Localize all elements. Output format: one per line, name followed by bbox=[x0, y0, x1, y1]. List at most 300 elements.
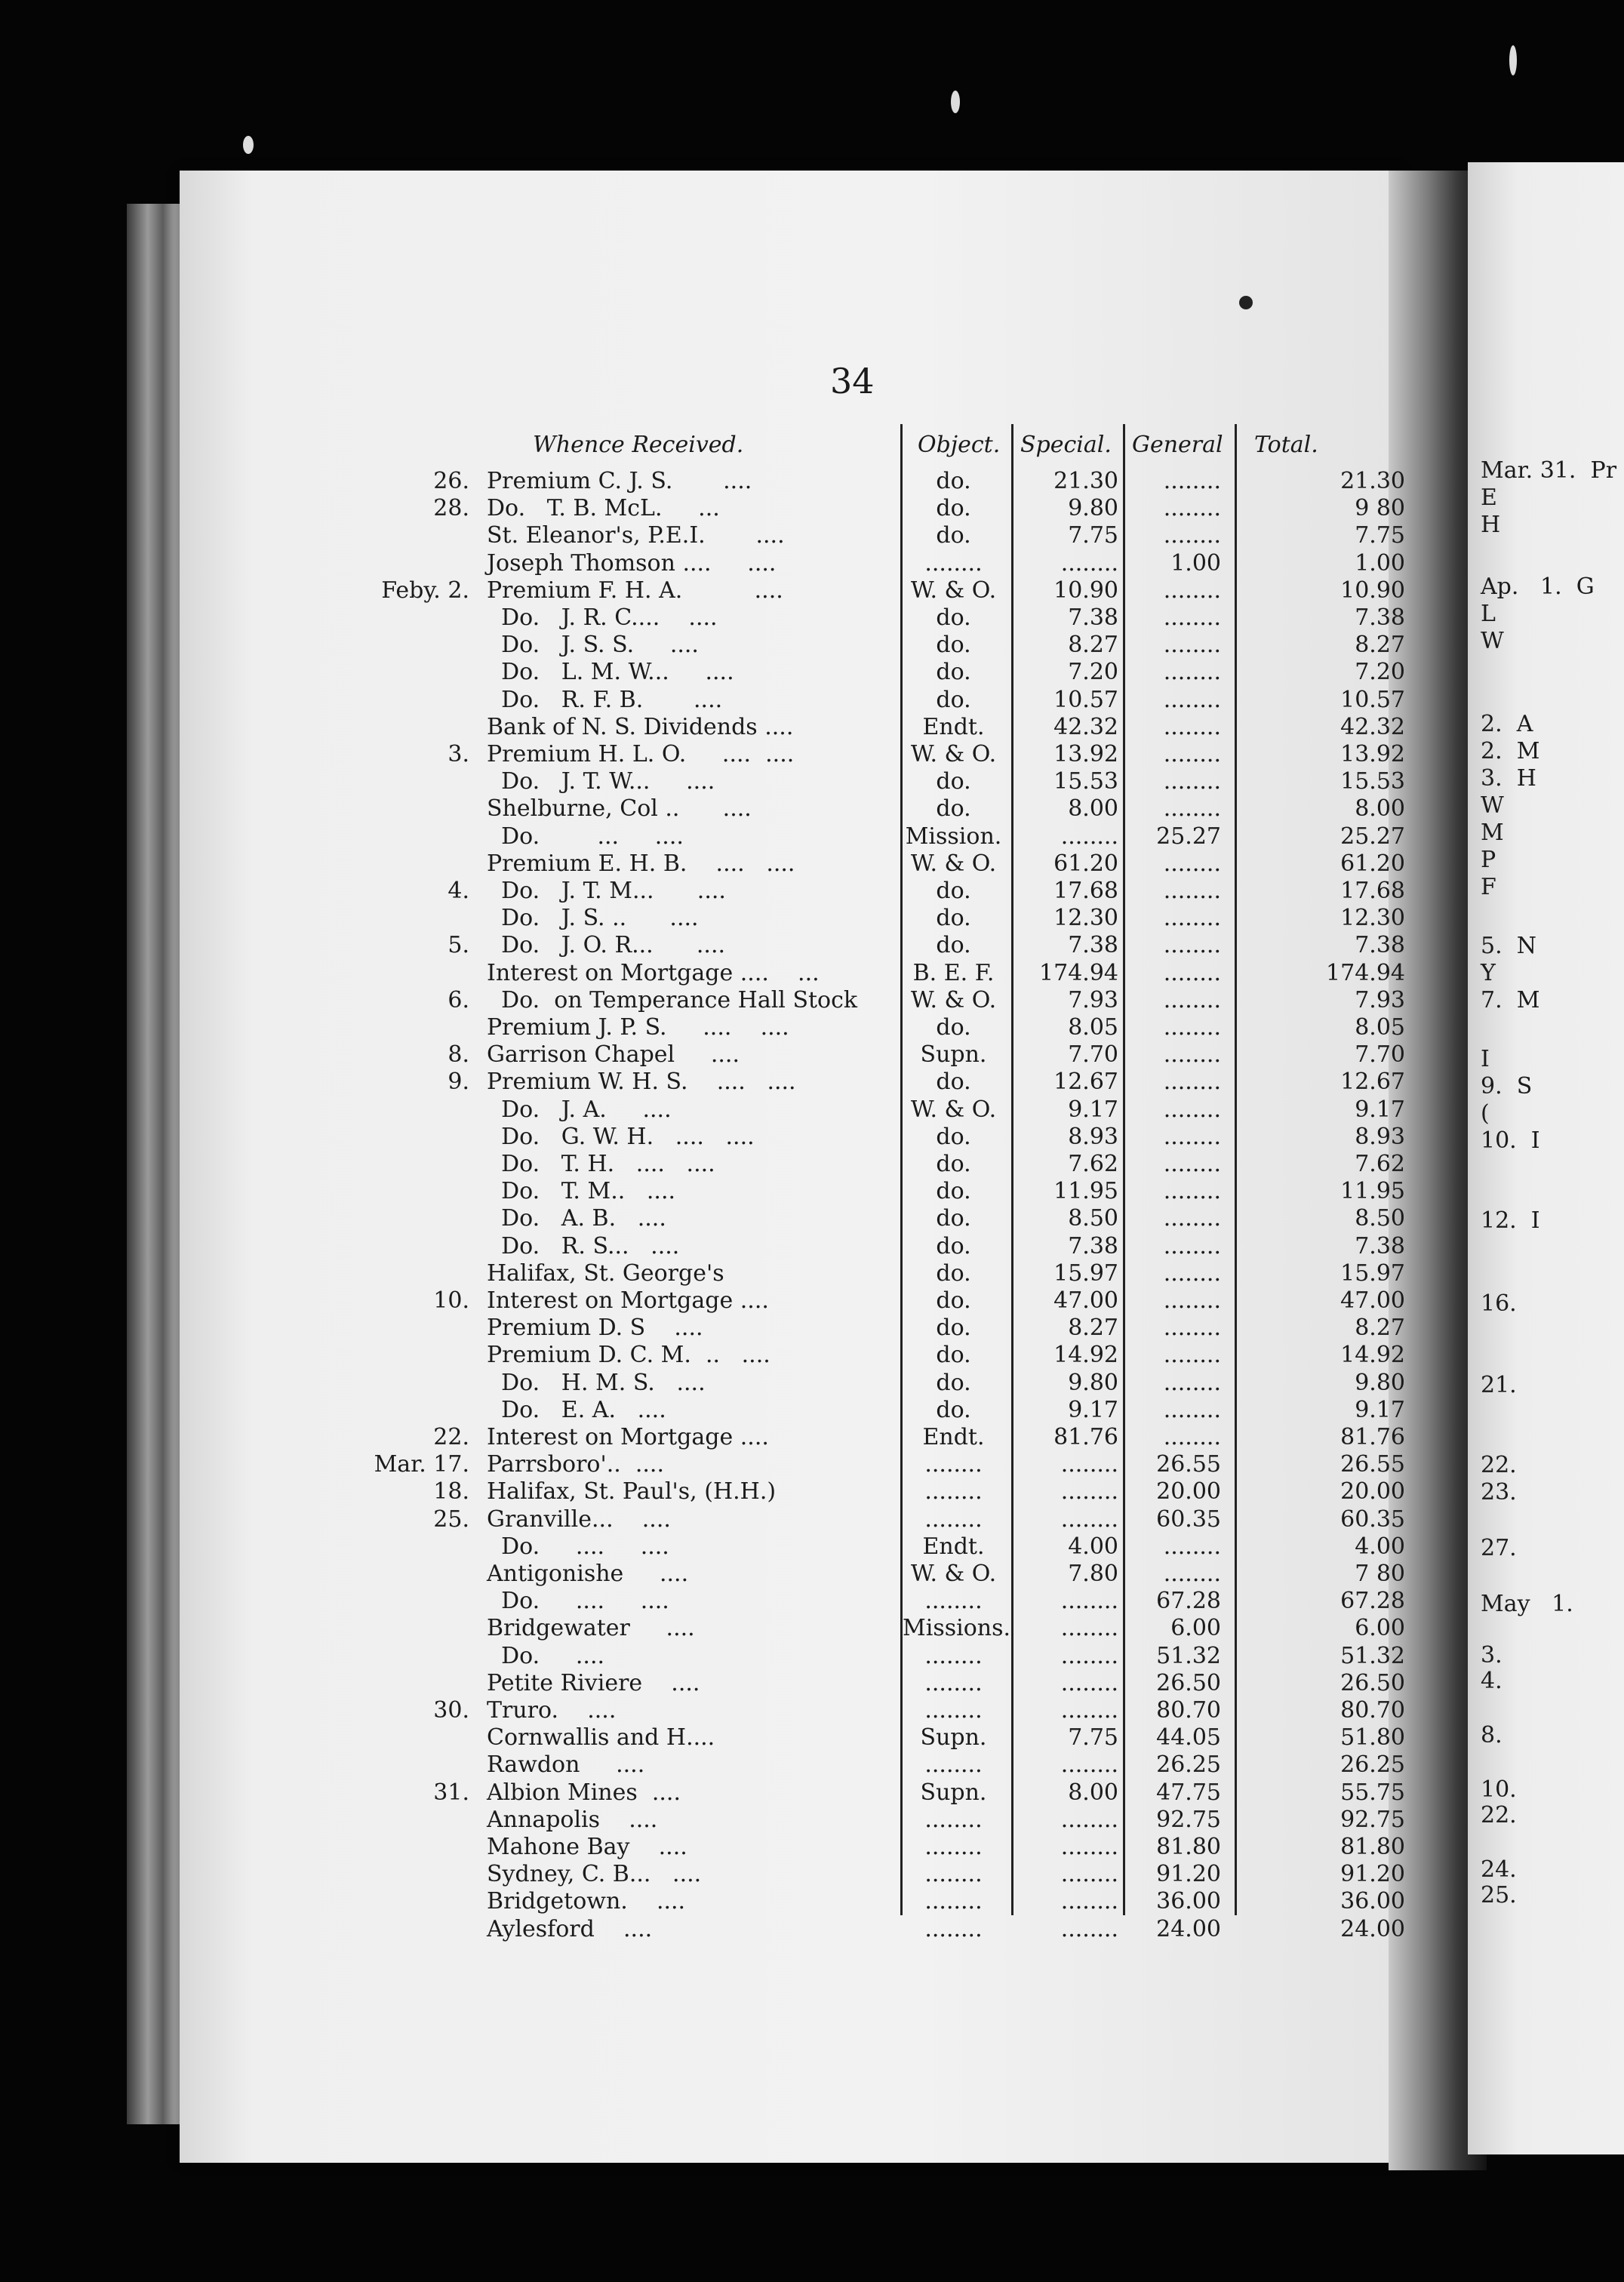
entry-total: 47.00 bbox=[1340, 1287, 1405, 1314]
entry-total: 1.00 bbox=[1355, 549, 1405, 577]
entry-total: 9.17 bbox=[1355, 1096, 1405, 1123]
entry-total: 92.75 bbox=[1340, 1806, 1405, 1833]
entry-object: do. bbox=[936, 768, 971, 795]
facing-page-fragment: 3. bbox=[1481, 1642, 1503, 1668]
table-row bbox=[0, 1533, 1405, 1561]
entry-object: do. bbox=[936, 604, 971, 631]
entry-general: 20.00 bbox=[1156, 1478, 1221, 1505]
entry-general: ........ bbox=[1163, 1259, 1221, 1287]
table-row bbox=[0, 1724, 1405, 1751]
facing-page-fragment: P bbox=[1481, 847, 1496, 873]
entry-object: do. bbox=[936, 1315, 971, 1342]
entry-source: Bank of N. S. Dividends .... bbox=[487, 713, 794, 740]
entry-date: 5. bbox=[448, 932, 469, 959]
entry-special: 7.38 bbox=[1068, 604, 1118, 631]
table-row bbox=[0, 577, 1405, 604]
table-row bbox=[0, 522, 1405, 549]
entry-date: 10. bbox=[433, 1287, 469, 1314]
entry-general: ........ bbox=[1163, 768, 1221, 795]
entry-general: 91.20 bbox=[1156, 1861, 1221, 1888]
entry-general: ........ bbox=[1163, 1315, 1221, 1342]
table-row bbox=[0, 713, 1405, 741]
entry-date: Mar. 17. bbox=[374, 1451, 469, 1478]
entry-general: ........ bbox=[1163, 1069, 1221, 1096]
entry-source: Do. T. H. .... .... bbox=[487, 1151, 715, 1177]
entry-source: Do. T. M.. .... bbox=[487, 1178, 676, 1205]
table-row bbox=[0, 1014, 1405, 1041]
entry-object: Endt. bbox=[922, 1533, 985, 1560]
entry-source: Premium C. J. S. .... bbox=[487, 468, 752, 494]
entry-total: 17.68 bbox=[1340, 878, 1405, 904]
entry-total: 42.32 bbox=[1340, 713, 1405, 740]
entry-special: ........ bbox=[1060, 1642, 1118, 1669]
entry-object: do. bbox=[936, 1123, 971, 1150]
facing-page-fragment: 2. A bbox=[1481, 711, 1533, 737]
table-row bbox=[0, 823, 1405, 850]
entry-special: 8.50 bbox=[1068, 1205, 1118, 1232]
entry-special: ........ bbox=[1060, 1751, 1118, 1779]
entry-special: 7.93 bbox=[1068, 986, 1118, 1013]
entry-special: 8.27 bbox=[1068, 1315, 1118, 1342]
entry-object: do. bbox=[936, 686, 971, 713]
facing-page-fragment: 3. H bbox=[1481, 765, 1536, 792]
entry-special: 12.67 bbox=[1053, 1069, 1118, 1096]
entry-total: 36.00 bbox=[1340, 1888, 1405, 1915]
facing-page-fragment: 21. bbox=[1481, 1372, 1517, 1398]
entry-source: Premium H. L. O. .... .... bbox=[487, 741, 795, 767]
header-whence-received: Whence Received. bbox=[533, 432, 744, 458]
facing-page-fragment: W bbox=[1481, 628, 1504, 654]
entry-special: 8.00 bbox=[1068, 1779, 1118, 1806]
entry-source: Halifax, St. Paul's, (H.H.) bbox=[487, 1478, 777, 1505]
facing-page-fragment: 25. bbox=[1481, 1882, 1517, 1908]
entry-date: 18. bbox=[433, 1478, 469, 1505]
entry-total: 7.38 bbox=[1355, 932, 1405, 959]
entry-source: Do. .... .... bbox=[487, 1533, 669, 1560]
entry-object: W. & O. bbox=[910, 986, 997, 1013]
table-row bbox=[0, 632, 1405, 659]
entry-source: Premium J. P. S. .... .... bbox=[487, 1014, 789, 1041]
entry-source: Do. L. M. W... .... bbox=[487, 659, 734, 686]
entry-special: ........ bbox=[1060, 1615, 1118, 1642]
entry-total: 9 80 bbox=[1355, 495, 1405, 522]
entry-total: 61.20 bbox=[1340, 850, 1405, 877]
entry-source: Halifax, St. George's bbox=[487, 1259, 724, 1287]
header-special: Special. bbox=[1020, 432, 1112, 458]
entry-general: ........ bbox=[1163, 1096, 1221, 1123]
table-row bbox=[0, 1751, 1405, 1779]
entry-date: 25. bbox=[433, 1505, 469, 1533]
entry-total: 13.92 bbox=[1340, 741, 1405, 767]
entry-source: St. Eleanor's, P.E.I. .... bbox=[487, 522, 785, 549]
entry-source: Albion Mines .... bbox=[487, 1779, 681, 1806]
table-row bbox=[0, 1615, 1405, 1642]
entry-source: Do. J. S. .. .... bbox=[487, 905, 699, 932]
entry-special: ........ bbox=[1060, 1861, 1118, 1888]
entry-object: do. bbox=[936, 905, 971, 932]
entry-object: do. bbox=[936, 1205, 971, 1232]
entry-object: Endt. bbox=[922, 1424, 985, 1450]
entry-total: 7 80 bbox=[1355, 1561, 1405, 1587]
entry-total: 15.97 bbox=[1340, 1259, 1405, 1287]
table-row bbox=[0, 1151, 1405, 1178]
table-row bbox=[0, 1041, 1405, 1069]
facing-page-fragment: I bbox=[1481, 1046, 1490, 1072]
entry-object: do. bbox=[936, 1396, 971, 1423]
entry-date: 3. bbox=[448, 741, 469, 767]
entry-source: Do. J. R. C.... .... bbox=[487, 604, 718, 631]
entry-object: ........ bbox=[924, 1697, 983, 1724]
entry-object: do. bbox=[936, 1342, 971, 1369]
facing-page-fragment: ( bbox=[1481, 1100, 1490, 1127]
entry-source: Do. ... .... bbox=[487, 823, 684, 850]
entry-source: Do. .... .... bbox=[487, 1588, 669, 1615]
facing-page-fragment: E bbox=[1481, 484, 1497, 511]
header-object: Object. bbox=[918, 432, 1001, 458]
entry-source: Annapolis .... bbox=[487, 1806, 658, 1833]
entry-source: Garrison Chapel .... bbox=[487, 1041, 740, 1069]
entry-special: 9.80 bbox=[1068, 495, 1118, 522]
entry-general: ........ bbox=[1163, 878, 1221, 904]
table-row bbox=[0, 686, 1405, 714]
entry-object: ........ bbox=[924, 1588, 983, 1615]
entry-source: Granville... .... bbox=[487, 1505, 671, 1533]
entry-total: 7.62 bbox=[1355, 1151, 1405, 1177]
facing-page-fragment: 2. M bbox=[1481, 738, 1540, 764]
entry-object: W. & O. bbox=[910, 850, 997, 877]
entry-total: 4.00 bbox=[1355, 1533, 1405, 1560]
facing-page-fragment: 8. bbox=[1481, 1722, 1503, 1748]
entry-general: ........ bbox=[1163, 959, 1221, 986]
entry-total: 7.70 bbox=[1355, 1041, 1405, 1069]
entry-special: 9.17 bbox=[1068, 1396, 1118, 1423]
entry-source: Do. J. A. .... bbox=[487, 1096, 672, 1123]
entry-general: 25.27 bbox=[1156, 823, 1221, 850]
entry-total: 12.30 bbox=[1340, 905, 1405, 932]
table-row bbox=[0, 986, 1405, 1014]
entry-special: ........ bbox=[1060, 1505, 1118, 1533]
entry-object: Supn. bbox=[920, 1779, 987, 1806]
entry-source: Parrsboro'.. .... bbox=[487, 1451, 665, 1478]
entry-date: 26. bbox=[433, 468, 469, 494]
table-row bbox=[0, 1915, 1405, 1943]
entry-special: 61.20 bbox=[1053, 850, 1118, 877]
dust-speck bbox=[951, 91, 960, 113]
entry-special: ........ bbox=[1060, 1834, 1118, 1860]
entry-object: W. & O. bbox=[910, 1561, 997, 1587]
entry-special: 7.75 bbox=[1068, 1724, 1118, 1751]
entry-total: 174.94 bbox=[1326, 959, 1405, 986]
entry-object: Supn. bbox=[920, 1041, 987, 1069]
entry-general: ........ bbox=[1163, 1178, 1221, 1205]
entry-special: 9.17 bbox=[1068, 1096, 1118, 1123]
entry-general: ........ bbox=[1163, 1041, 1221, 1069]
entry-object: ........ bbox=[924, 1669, 983, 1696]
facing-page-fragment: 16. bbox=[1481, 1290, 1517, 1317]
entry-general: 67.28 bbox=[1156, 1588, 1221, 1615]
entry-special: 7.38 bbox=[1068, 932, 1118, 959]
entry-date: 30. bbox=[433, 1697, 469, 1724]
entry-special: ........ bbox=[1060, 1915, 1118, 1942]
facing-page-fragment: 27. bbox=[1481, 1535, 1517, 1561]
entry-source: Joseph Thomson .... .... bbox=[487, 549, 777, 577]
entry-source: Do. J. S. S. .... bbox=[487, 632, 699, 659]
entry-object: Mission. bbox=[905, 823, 1002, 850]
entry-object: W. & O. bbox=[910, 1096, 997, 1123]
table-row bbox=[0, 1259, 1405, 1287]
entry-source: Interest on Mortgage .... bbox=[487, 1287, 769, 1314]
entry-special: ........ bbox=[1060, 549, 1118, 577]
entry-total: 24.00 bbox=[1340, 1915, 1405, 1942]
entry-source: Do. on Temperance Hall Stock bbox=[487, 986, 858, 1013]
entry-object: ........ bbox=[924, 1888, 983, 1915]
entry-special: ........ bbox=[1060, 1669, 1118, 1696]
entry-source: Do. .... bbox=[487, 1642, 605, 1669]
entry-object: do. bbox=[936, 659, 971, 686]
entry-total: 12.67 bbox=[1340, 1069, 1405, 1096]
facing-page-fragment: 23. bbox=[1481, 1479, 1517, 1505]
table-row bbox=[0, 1096, 1405, 1124]
entry-special: ........ bbox=[1060, 1451, 1118, 1478]
entry-special: 81.76 bbox=[1053, 1424, 1118, 1450]
entry-source: Premium F. H. A. .... bbox=[487, 577, 783, 604]
table-row bbox=[0, 1451, 1405, 1478]
entry-general: 92.75 bbox=[1156, 1806, 1221, 1833]
table-row bbox=[0, 1369, 1405, 1397]
facing-page-fragment: 10. bbox=[1481, 1776, 1517, 1803]
entry-special: ........ bbox=[1060, 1697, 1118, 1724]
table-row bbox=[0, 850, 1405, 878]
entry-object: do. bbox=[936, 1014, 971, 1041]
entry-special: 14.92 bbox=[1053, 1342, 1118, 1369]
entry-special: ........ bbox=[1060, 1806, 1118, 1833]
entry-special: ........ bbox=[1060, 1478, 1118, 1505]
entry-object: do. bbox=[936, 1369, 971, 1396]
table-row bbox=[0, 1205, 1405, 1232]
table-row bbox=[0, 741, 1405, 768]
entry-total: 81.80 bbox=[1340, 1834, 1405, 1860]
entry-general: ........ bbox=[1163, 468, 1221, 494]
entry-object: do. bbox=[936, 1287, 971, 1314]
table-row bbox=[0, 1478, 1405, 1505]
entry-source: Interest on Mortgage .... ... bbox=[487, 959, 820, 986]
table-row bbox=[0, 1315, 1405, 1342]
entry-source: Premium D. C. M. .. .... bbox=[487, 1342, 770, 1369]
table-row bbox=[0, 468, 1405, 495]
entry-special: ........ bbox=[1060, 823, 1118, 850]
entry-source: Do. G. W. H. .... .... bbox=[487, 1123, 755, 1150]
entry-general: ........ bbox=[1163, 1232, 1221, 1259]
entry-general: 26.25 bbox=[1156, 1751, 1221, 1779]
entry-object: ........ bbox=[924, 1751, 983, 1779]
table-row bbox=[0, 604, 1405, 632]
entry-object: W. & O. bbox=[910, 577, 997, 604]
table-row bbox=[0, 495, 1405, 522]
entry-general: ........ bbox=[1163, 604, 1221, 631]
entry-general: ........ bbox=[1163, 1561, 1221, 1587]
entry-total: 9.17 bbox=[1355, 1396, 1405, 1423]
table-row bbox=[0, 1779, 1405, 1807]
entry-special: 8.27 bbox=[1068, 632, 1118, 659]
entry-source: Premium E. H. B. .... .... bbox=[487, 850, 795, 877]
entry-object: do. bbox=[936, 1151, 971, 1177]
entry-source: Do. T. B. McL. ... bbox=[487, 495, 720, 522]
facing-page-fragment: 12. I bbox=[1481, 1207, 1540, 1234]
entry-special: 8.05 bbox=[1068, 1014, 1118, 1041]
table-row bbox=[0, 932, 1405, 959]
entry-date: 31. bbox=[433, 1779, 469, 1806]
entry-object: do. bbox=[936, 795, 971, 823]
entry-total: 15.53 bbox=[1340, 768, 1405, 795]
entry-source: Truro. .... bbox=[487, 1697, 617, 1724]
entry-source: Petite Riviere .... bbox=[487, 1669, 700, 1696]
entry-date: 22. bbox=[433, 1424, 469, 1450]
entry-total: 7.20 bbox=[1355, 659, 1405, 686]
facing-page-fragment: M bbox=[1481, 820, 1504, 846]
entry-object: Missions. bbox=[903, 1615, 1011, 1642]
entry-general: ........ bbox=[1163, 741, 1221, 767]
entry-total: 14.92 bbox=[1340, 1342, 1405, 1369]
entry-object: do. bbox=[936, 932, 971, 959]
entry-source: Interest on Mortgage .... bbox=[487, 1424, 769, 1450]
entry-object: ........ bbox=[924, 1861, 983, 1888]
entry-special: 17.68 bbox=[1053, 878, 1118, 904]
entry-general: 81.80 bbox=[1156, 1834, 1221, 1860]
entry-special: 8.00 bbox=[1068, 795, 1118, 823]
entry-source: Cornwallis and H.... bbox=[487, 1724, 715, 1751]
page-number: 34 bbox=[830, 361, 875, 401]
entry-object: do. bbox=[936, 878, 971, 904]
entry-general: 26.50 bbox=[1156, 1669, 1221, 1696]
entry-special: 7.38 bbox=[1068, 1232, 1118, 1259]
table-row bbox=[0, 878, 1405, 905]
entry-special: 9.80 bbox=[1068, 1369, 1118, 1396]
entry-date: Feby. 2. bbox=[381, 577, 469, 604]
facing-page-fragment: Mar. 31. Pr bbox=[1481, 457, 1617, 484]
entry-source: Do. A. B. .... bbox=[487, 1205, 666, 1232]
entry-general: ........ bbox=[1163, 850, 1221, 877]
entry-special: 7.62 bbox=[1068, 1151, 1118, 1177]
entry-object: do. bbox=[936, 1259, 971, 1287]
entry-source: Do. H. M. S. .... bbox=[487, 1369, 706, 1396]
entry-general: 60.35 bbox=[1156, 1505, 1221, 1533]
entry-total: 81.76 bbox=[1340, 1424, 1405, 1450]
facing-page-fragment: 10. I bbox=[1481, 1127, 1540, 1154]
entry-total: 11.95 bbox=[1340, 1178, 1405, 1205]
entry-general: ........ bbox=[1163, 1369, 1221, 1396]
entry-source: Sydney, C. B... .... bbox=[487, 1861, 702, 1888]
table-row bbox=[0, 1396, 1405, 1424]
entry-general: 26.55 bbox=[1156, 1451, 1221, 1478]
entry-object: ........ bbox=[924, 1915, 983, 1942]
entry-date: 4. bbox=[448, 878, 469, 904]
ink-dot bbox=[1239, 296, 1253, 309]
entry-special: 7.20 bbox=[1068, 659, 1118, 686]
entry-total: 26.25 bbox=[1340, 1751, 1405, 1779]
facing-page-fragment: 5. N bbox=[1481, 933, 1536, 959]
entry-total: 7.93 bbox=[1355, 986, 1405, 1013]
entry-source: Do. E. A. .... bbox=[487, 1396, 666, 1423]
entry-general: ........ bbox=[1163, 1014, 1221, 1041]
entry-object: Supn. bbox=[920, 1724, 987, 1751]
table-row bbox=[0, 1342, 1405, 1369]
header-general: General bbox=[1132, 432, 1223, 458]
table-row bbox=[0, 795, 1405, 823]
entry-special: 15.97 bbox=[1053, 1259, 1118, 1287]
entry-general: 47.75 bbox=[1156, 1779, 1221, 1806]
entry-object: do. bbox=[936, 632, 971, 659]
entry-total: 8.50 bbox=[1355, 1205, 1405, 1232]
entry-total: 8.27 bbox=[1355, 1315, 1405, 1342]
facing-page-fragment: 22. bbox=[1481, 1452, 1517, 1478]
entry-object: ........ bbox=[924, 1478, 983, 1505]
entry-source: Mahone Bay .... bbox=[487, 1834, 687, 1860]
entry-special: 12.30 bbox=[1053, 905, 1118, 932]
table-row bbox=[0, 1806, 1405, 1834]
facing-page-fragment: W bbox=[1481, 792, 1504, 819]
entry-object: do. bbox=[936, 1069, 971, 1096]
entry-object: ........ bbox=[924, 1642, 983, 1669]
facing-page-fragment: L bbox=[1481, 601, 1496, 627]
entry-source: Antigonishe .... bbox=[487, 1561, 689, 1587]
entry-date: 6. bbox=[448, 986, 469, 1013]
entry-date: 8. bbox=[448, 1041, 469, 1069]
entry-total: 8.27 bbox=[1355, 632, 1405, 659]
entry-general: ........ bbox=[1163, 686, 1221, 713]
entry-general: ........ bbox=[1163, 632, 1221, 659]
entry-general: ........ bbox=[1163, 1424, 1221, 1450]
entry-special: 13.92 bbox=[1053, 741, 1118, 767]
entry-source: Rawdon .... bbox=[487, 1751, 645, 1779]
entry-source: Premium W. H. S. .... .... bbox=[487, 1069, 796, 1096]
entry-general: ........ bbox=[1163, 1342, 1221, 1369]
entry-general: ........ bbox=[1163, 1123, 1221, 1150]
facing-page-fragment: Y bbox=[1481, 960, 1496, 986]
entry-total: 21.30 bbox=[1340, 468, 1405, 494]
entry-special: 42.32 bbox=[1053, 713, 1118, 740]
facing-page-fragment: H bbox=[1481, 512, 1501, 538]
entry-object: do. bbox=[936, 468, 971, 494]
entry-total: 67.28 bbox=[1340, 1588, 1405, 1615]
entry-total: 6.00 bbox=[1355, 1615, 1405, 1642]
entry-total: 7.75 bbox=[1355, 522, 1405, 549]
entry-special: 11.95 bbox=[1053, 1178, 1118, 1205]
entry-special: 47.00 bbox=[1053, 1287, 1118, 1314]
entry-special: 7.70 bbox=[1068, 1041, 1118, 1069]
entry-source: Bridgetown. .... bbox=[487, 1888, 686, 1915]
entry-object: ........ bbox=[924, 1806, 983, 1833]
entry-general: ........ bbox=[1163, 713, 1221, 740]
entry-general: 80.70 bbox=[1156, 1697, 1221, 1724]
entry-general: ........ bbox=[1163, 522, 1221, 549]
entry-special: 174.94 bbox=[1039, 959, 1118, 986]
table-row bbox=[0, 1178, 1405, 1205]
entry-total: 20.00 bbox=[1340, 1478, 1405, 1505]
entry-total: 8.93 bbox=[1355, 1123, 1405, 1150]
entry-general: ........ bbox=[1163, 905, 1221, 932]
facing-page-fragment: F bbox=[1481, 874, 1496, 900]
entry-special: 4.00 bbox=[1068, 1533, 1118, 1560]
entry-source: Do. R. S... .... bbox=[487, 1232, 680, 1259]
entry-total: 7.38 bbox=[1355, 604, 1405, 631]
entry-general: ........ bbox=[1163, 659, 1221, 686]
entry-general: ........ bbox=[1163, 932, 1221, 959]
entry-general: 36.00 bbox=[1156, 1888, 1221, 1915]
entry-special: 7.75 bbox=[1068, 522, 1118, 549]
entry-object: do. bbox=[936, 1232, 971, 1259]
entry-object: ........ bbox=[924, 549, 983, 577]
entry-source: Shelburne, Col .. .... bbox=[487, 795, 752, 823]
